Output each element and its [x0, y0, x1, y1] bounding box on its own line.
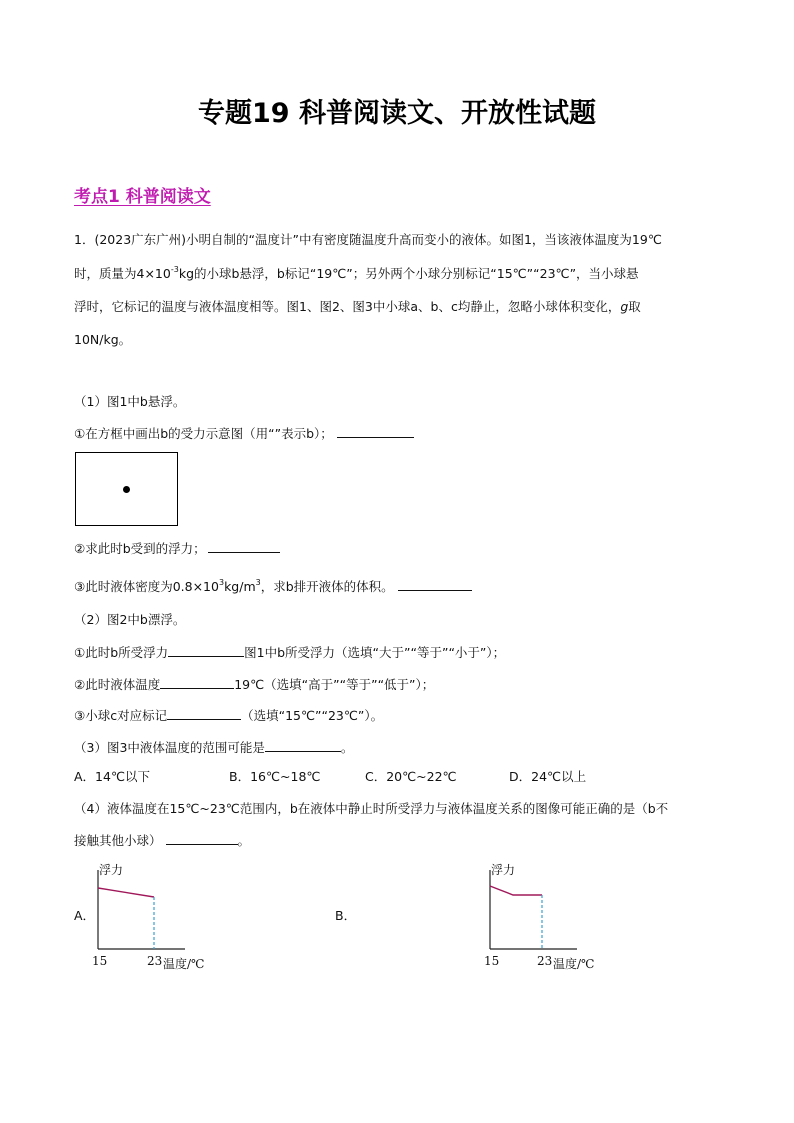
exponent: 3 [218, 577, 225, 587]
question-line-4: 10N/kg。 [74, 332, 132, 347]
graph-b-tick-23: 23 [537, 954, 553, 968]
part1-q3-unit: kg/m [224, 579, 256, 594]
part1-q2 [74, 540, 280, 557]
part3-header-end: 。 [340, 740, 354, 755]
graph-a-option-label[interactable]: A． [74, 908, 96, 923]
exponent: -3 [170, 264, 179, 274]
exponent: 3 [255, 577, 261, 587]
part2-q1-text: 图1中b所受浮力（选填“大于”“等于”“小于”）； [244, 645, 506, 660]
part4-line-1: （4）液体温度在15℃~23℃范围内，b在液体中静止时所受浮力与液体温度关系的图像可能正确的是（b不 [74, 801, 669, 816]
part1-q3-text: ，求b排开液体的体积。 [260, 579, 394, 594]
part2-q2-text: 19℃（选填“高于”“等于”“低于”）； [234, 677, 435, 692]
answer-blank[interactable] [160, 676, 234, 689]
part2-q2-text: ②此时液体温度 [74, 677, 161, 692]
graph-a-tick-23: 23 [147, 954, 163, 968]
part1-header: （1）图1中b悬浮。 [74, 394, 186, 409]
answer-blank[interactable] [166, 832, 238, 845]
graph-b-tick-15: 15 [484, 954, 500, 968]
question-text: 浮时，它标记的温度与液体温度相等。图1、图2、图3中小球a、b、c均静止，忽略小球体积变化， [74, 299, 621, 314]
force-diagram-box[interactable] [75, 452, 178, 526]
page-title: 专题19 科普阅读文、开放性试题 [198, 98, 596, 129]
answer-blank[interactable] [167, 707, 241, 720]
part1-q2-text: ②求此时b受到的浮力； [74, 541, 206, 556]
answer-blank[interactable] [265, 739, 341, 752]
option-d[interactable]: D．24℃以上 [509, 769, 587, 784]
question-text: 1．(2023广东广州)小明自制的“温度计”中有密度随温度升高而变小的液体。如图1，当该液体温度为19 [74, 232, 648, 247]
part3-header-text: （3）图3中液体温度的范围可能是 [74, 740, 265, 755]
part3-header [74, 739, 353, 756]
answer-blank[interactable] [398, 578, 472, 591]
gravity-symbol: g [620, 299, 629, 314]
question-line-1 [74, 232, 662, 248]
part4-end: 。 [237, 833, 251, 848]
graph-a-curve [98, 888, 154, 897]
answer-blank[interactable] [208, 540, 280, 553]
question-line-2 [74, 266, 639, 282]
graph-a-xlabel: 温度/℃ [163, 957, 205, 971]
ball-b-dot [123, 486, 130, 493]
graph-b-option-label[interactable]: B． [335, 908, 357, 923]
part1-q1 [74, 425, 414, 442]
part2-q3-text: ③小球c对应标记 [74, 708, 168, 723]
part1-q1-text: ①在方框中画出b的受力示意图（用“”表示b）； [74, 426, 333, 441]
part1-q3 [74, 578, 472, 595]
graph-b-curve [490, 886, 542, 895]
part2-q3 [74, 707, 383, 724]
part2-q1-text: ①此时b所受浮力 [74, 645, 169, 660]
graph-b-xlabel: 温度/℃ [553, 957, 595, 971]
option-b[interactable]: B．16℃~18℃ [229, 769, 321, 784]
question-text: 取 [628, 299, 641, 314]
part2-q2 [74, 676, 434, 693]
part2-header: （2）图2中b漂浮。 [74, 612, 186, 627]
part4-line-2 [74, 832, 250, 849]
part1-q3-text: ③此时液体密度为0.8×10 [74, 579, 219, 594]
option-a[interactable]: A．14℃以下 [74, 769, 150, 784]
part4-text: 接触其他小球） [74, 833, 162, 848]
graph-a-ylabel: 浮力 [99, 863, 124, 877]
part2-q3-text: （选填“15℃”“23℃”）。 [241, 708, 384, 723]
graph-b-ylabel: 浮力 [491, 863, 516, 877]
answer-blank[interactable] [168, 644, 244, 657]
question-text: kg的小球b悬浮，b标记“19℃”；另外两个小球分别标记“15℃”“23℃”，当小球悬 [178, 266, 639, 281]
graph-a-tick-15: 15 [92, 954, 108, 968]
question-unit: ℃ [647, 232, 662, 247]
section-heading: 考点1 科普阅读文 [74, 187, 211, 207]
question-line-3 [74, 299, 641, 315]
graph-a [85, 858, 220, 976]
answer-blank[interactable] [337, 425, 414, 438]
option-c[interactable]: C．20℃~22℃ [365, 769, 457, 784]
graph-b [477, 858, 612, 976]
question-text: 时，质量为4×10 [74, 266, 171, 281]
part2-q1 [74, 644, 505, 661]
